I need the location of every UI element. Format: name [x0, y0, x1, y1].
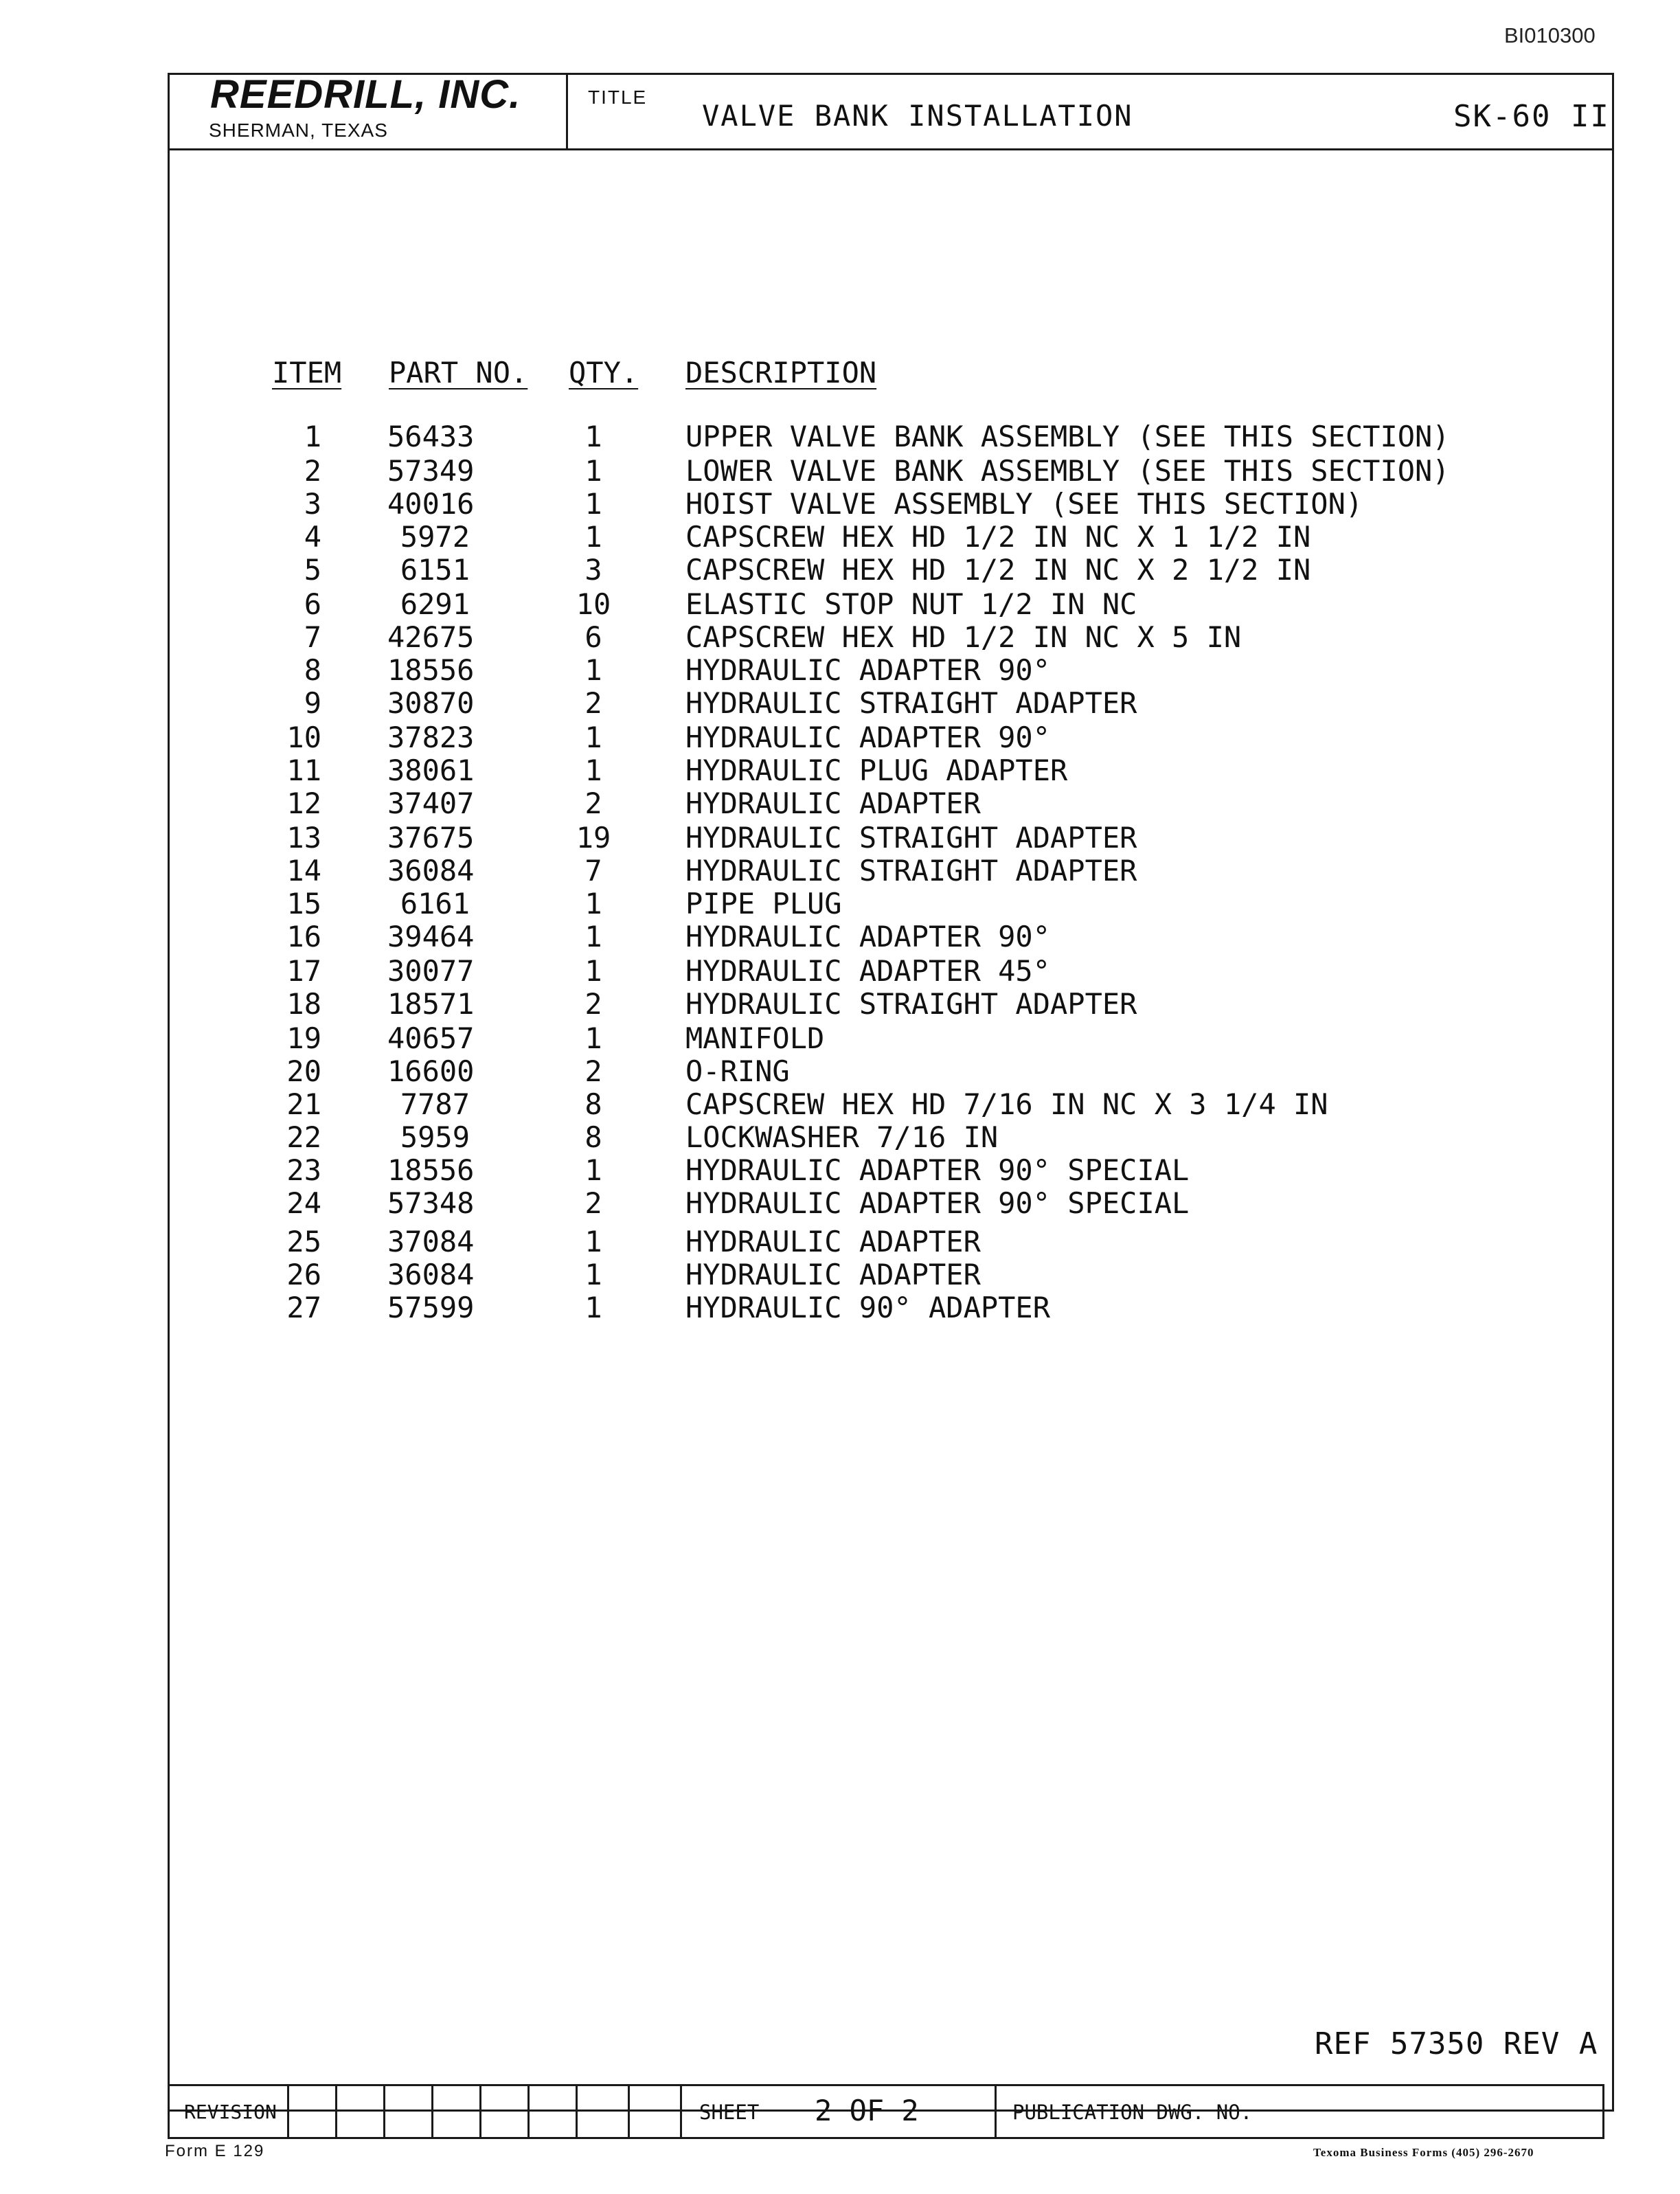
part-number: 6161 — [400, 887, 470, 920]
revision-cell-divider — [628, 2084, 630, 2139]
quantity: 1 — [584, 1225, 602, 1258]
description: HYDRAULIC ADAPTER — [685, 1258, 981, 1291]
item-number: 4 — [304, 520, 321, 554]
item-number: 2 — [304, 454, 321, 488]
table-row — [0, 554, 1680, 587]
quantity: 10 — [576, 587, 611, 621]
header-vertical-divider — [566, 73, 568, 150]
quantity: 1 — [584, 887, 602, 920]
table-row — [0, 754, 1680, 787]
description: MANIFOLD — [685, 1021, 825, 1055]
part-number: 57599 — [387, 1291, 475, 1324]
header-divider — [168, 148, 1614, 150]
model-number: SK-60 II — [1453, 99, 1610, 134]
description: HYDRAULIC ADAPTER 45° — [685, 954, 1051, 988]
part-number: 37407 — [387, 787, 475, 820]
item-number: 22 — [286, 1120, 321, 1154]
revision-cell-divider — [335, 2084, 337, 2139]
item-number: 14 — [286, 854, 321, 887]
part-number: 38061 — [387, 754, 475, 787]
publication-label: PUBLICATION DWG. NO. — [1012, 2101, 1253, 2124]
description: LOWER VALVE BANK ASSEMBLY (SEE THIS SECTION) — [685, 454, 1450, 488]
part-number: 40657 — [387, 1021, 475, 1055]
company-city: SHERMAN, TEXAS — [209, 120, 388, 141]
table-row — [0, 1291, 1680, 1324]
item-number: 17 — [286, 954, 321, 988]
table-row — [0, 1154, 1680, 1187]
table-row — [0, 1022, 1680, 1055]
item-number: 26 — [286, 1258, 321, 1291]
quantity: 3 — [584, 553, 602, 587]
description: HYDRAULIC STRAIGHT ADAPTER — [685, 987, 1137, 1021]
table-row — [0, 955, 1680, 988]
description: HYDRAULIC STRAIGHT ADAPTER — [685, 821, 1137, 855]
quantity: 1 — [584, 954, 602, 988]
part-number: 40016 — [387, 487, 475, 521]
description: HYDRAULIC ADAPTER — [685, 1225, 981, 1258]
column-header-description: DESCRIPTION — [685, 356, 877, 389]
item-number: 5 — [304, 553, 321, 587]
part-number: 6151 — [400, 553, 470, 587]
quantity: 19 — [576, 821, 611, 855]
title-label: TITLE — [588, 87, 648, 108]
quantity: 2 — [584, 1186, 602, 1220]
item-number: 20 — [286, 1054, 321, 1088]
revision-label: REVISION — [184, 2101, 277, 2123]
item-number: 25 — [286, 1225, 321, 1258]
part-number: 18556 — [387, 653, 475, 687]
description: HYDRAULIC ADAPTER 90° — [685, 721, 1051, 754]
reference-number: REF 57350 REV A — [1315, 2026, 1598, 2061]
item-number: 21 — [286, 1087, 321, 1121]
description: ELASTIC STOP NUT 1/2 IN NC — [685, 587, 1137, 621]
quantity: 1 — [584, 454, 602, 488]
printer-imprint: Texoma Business Forms (405) 296-2670 — [1313, 2146, 1534, 2159]
part-number: 37084 — [387, 1225, 475, 1258]
part-number: 56433 — [387, 420, 475, 453]
description: HYDRAULIC ADAPTER — [685, 787, 981, 820]
quantity: 1 — [584, 420, 602, 453]
part-number: 7787 — [400, 1087, 470, 1121]
revision-cell-divider — [479, 2084, 481, 2139]
table-row — [0, 1088, 1680, 1121]
table-row — [0, 721, 1680, 754]
item-number: 10 — [286, 721, 321, 754]
item-number: 12 — [286, 787, 321, 820]
form-number: Form E 129 — [165, 2142, 265, 2160]
item-number: 6 — [304, 587, 321, 621]
table-row — [0, 621, 1680, 654]
company-name: REEDRILL, INC. — [210, 72, 521, 117]
column-header-part-no: PART NO. — [389, 356, 528, 389]
description: O-RING — [685, 1054, 790, 1088]
description: HYDRAULIC ADAPTER 90° — [685, 653, 1051, 687]
quantity: 1 — [584, 1258, 602, 1291]
quantity: 7 — [584, 854, 602, 887]
item-number: 1 — [304, 420, 321, 453]
item-number: 18 — [286, 987, 321, 1021]
item-number: 7 — [304, 620, 321, 654]
quantity: 1 — [584, 754, 602, 787]
quantity: 2 — [584, 686, 602, 720]
quantity: 1 — [584, 653, 602, 687]
part-number: 37823 — [387, 721, 475, 754]
revision-cell-divider — [431, 2084, 433, 2139]
part-number: 30077 — [387, 954, 475, 988]
item-number: 15 — [286, 887, 321, 920]
quantity: 1 — [584, 1153, 602, 1187]
table-row — [0, 588, 1680, 621]
part-number: 5972 — [400, 520, 470, 554]
table-row — [0, 1187, 1680, 1220]
column-header-item: ITEM — [272, 356, 342, 389]
part-number: 57348 — [387, 1186, 475, 1220]
part-number: 37675 — [387, 821, 475, 855]
quantity: 1 — [584, 920, 602, 953]
revision-cell-divider — [287, 2084, 289, 2139]
table-row — [0, 787, 1680, 820]
item-number: 13 — [286, 821, 321, 855]
table-row — [0, 420, 1680, 453]
quantity: 1 — [584, 1291, 602, 1324]
description: CAPSCREW HEX HD 1/2 IN NC X 5 IN — [685, 620, 1242, 654]
part-number: 18571 — [387, 987, 475, 1021]
revision-cell-divider — [527, 2084, 530, 2139]
part-number: 30870 — [387, 686, 475, 720]
item-number: 8 — [304, 653, 321, 687]
item-number: 16 — [286, 920, 321, 953]
table-row — [0, 1121, 1680, 1154]
description: HYDRAULIC PLUG ADAPTER — [685, 754, 1068, 787]
quantity: 1 — [584, 721, 602, 754]
description: CAPSCREW HEX HD 7/16 IN NC X 3 1/4 IN — [685, 1087, 1328, 1121]
description: HYDRAULIC ADAPTER 90° — [685, 920, 1051, 953]
revision-cell-divider — [383, 2084, 385, 2139]
description: HYDRAULIC ADAPTER 90° SPECIAL — [685, 1186, 1190, 1220]
part-number: 39464 — [387, 920, 475, 953]
table-row — [0, 455, 1680, 488]
item-number: 24 — [286, 1186, 321, 1220]
page-title: VALVE BANK INSTALLATION — [702, 99, 1133, 133]
item-number: 3 — [304, 487, 321, 521]
description: PIPE PLUG — [685, 887, 842, 920]
description: CAPSCREW HEX HD 1/2 IN NC X 2 1/2 IN — [685, 553, 1311, 587]
table-row — [0, 1258, 1680, 1291]
table-row — [0, 855, 1680, 887]
publication-cell-divider — [995, 2084, 997, 2139]
description: HOIST VALVE ASSEMBLY (SEE THIS SECTION) — [685, 487, 1363, 521]
quantity: 2 — [584, 987, 602, 1021]
table-row — [0, 488, 1680, 521]
table-row — [0, 887, 1680, 920]
part-number: 36084 — [387, 854, 475, 887]
description: HYDRAULIC 90° ADAPTER — [685, 1291, 1051, 1324]
table-row — [0, 988, 1680, 1021]
quantity: 2 — [584, 1054, 602, 1088]
column-header-qty: QTY. — [569, 356, 639, 389]
sheet-label: SHEET — [699, 2101, 760, 2124]
table-row — [0, 822, 1680, 855]
quantity: 1 — [584, 1021, 602, 1055]
table-row — [0, 1225, 1680, 1258]
item-number: 11 — [286, 754, 321, 787]
part-number: 6291 — [400, 587, 470, 621]
item-number: 23 — [286, 1153, 321, 1187]
description: HYDRAULIC STRAIGHT ADAPTER — [685, 854, 1137, 887]
table-row — [0, 521, 1680, 554]
description: HYDRAULIC STRAIGHT ADAPTER — [685, 686, 1137, 720]
quantity: 1 — [584, 487, 602, 521]
table-row — [0, 1055, 1680, 1088]
item-number: 9 — [304, 686, 321, 720]
revision-cell-divider — [576, 2084, 578, 2139]
part-number: 57349 — [387, 454, 475, 488]
part-number: 5959 — [400, 1120, 470, 1154]
quantity: 1 — [584, 520, 602, 554]
description: HYDRAULIC ADAPTER 90° SPECIAL — [685, 1153, 1190, 1187]
sheet-cell-divider — [680, 2084, 682, 2139]
quantity: 8 — [584, 1120, 602, 1154]
table-row — [0, 654, 1680, 687]
item-number: 27 — [286, 1291, 321, 1324]
description: UPPER VALVE BANK ASSEMBLY (SEE THIS SECTION) — [685, 420, 1450, 453]
part-number: 36084 — [387, 1258, 475, 1291]
part-number: 16600 — [387, 1054, 475, 1088]
document-id: BI010300 — [1504, 23, 1596, 47]
table-row — [0, 687, 1680, 720]
part-number: 18556 — [387, 1153, 475, 1187]
item-number: 19 — [286, 1021, 321, 1055]
quantity: 6 — [584, 620, 602, 654]
table-row — [0, 920, 1680, 953]
quantity: 2 — [584, 787, 602, 820]
description: LOCKWASHER 7/16 IN — [685, 1120, 999, 1154]
quantity: 8 — [584, 1087, 602, 1121]
description: CAPSCREW HEX HD 1/2 IN NC X 1 1/2 IN — [685, 520, 1311, 554]
part-number: 42675 — [387, 620, 475, 654]
sheet-number: 2 OF 2 — [815, 2094, 919, 2127]
